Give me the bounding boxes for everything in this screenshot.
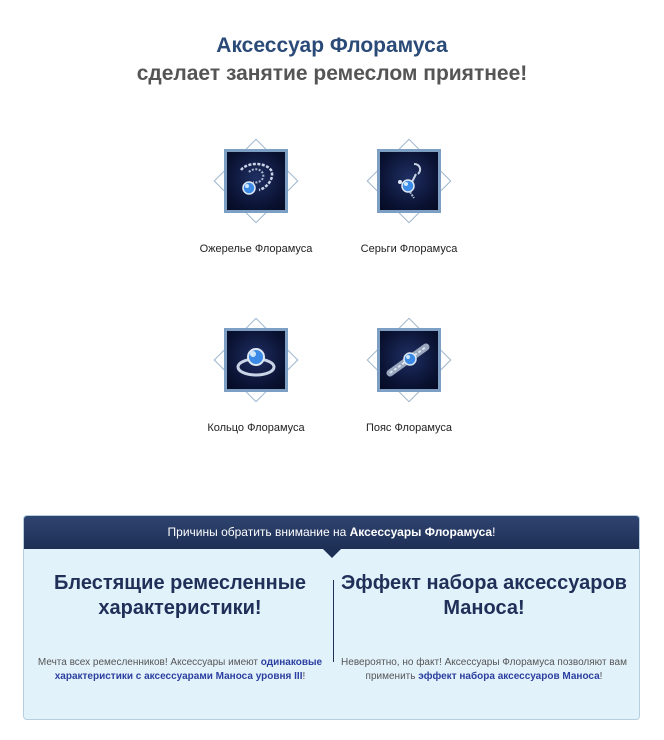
panel-header-prefix: Причины обратить внимание на xyxy=(167,525,350,539)
belt-icon xyxy=(377,328,441,392)
item-frame xyxy=(367,139,451,223)
reason-title: Блестящие ремесленные характеристики! xyxy=(54,572,306,619)
reason-text-highlight: эффект набора аксессуаров Маноса xyxy=(418,671,600,682)
reason-text-highlight: одинаковые характеристики с аксессуарами Маноса уровня III xyxy=(54,657,323,682)
item-earrings[interactable] xyxy=(309,139,509,255)
item-label: Ожерелье Флорамуса xyxy=(199,243,313,255)
reason-text-after: ! xyxy=(599,671,603,682)
reason-text-before: Мечта всех ремесленников! Аксессуары имеют xyxy=(37,657,261,668)
column-divider xyxy=(333,580,334,662)
reason-text-after: ! xyxy=(302,671,306,682)
reason-text xyxy=(338,656,630,684)
reason-text-before: Невероятно, но факт! Аксессуары Флорамуса позволяют вам применить xyxy=(341,657,627,682)
panel-header-bold: Аксессуары Флорамуса xyxy=(349,525,493,539)
necklace-icon xyxy=(224,149,288,213)
reason-title: Эффект набора аксессуаров Маноса! xyxy=(341,572,627,619)
reasons-panel xyxy=(23,515,640,720)
item-frame xyxy=(214,318,298,402)
reason-left xyxy=(34,571,326,684)
item-belt[interactable] xyxy=(309,318,509,434)
panel-header xyxy=(24,516,639,549)
item-label: Серьги Флорамуса xyxy=(360,243,458,255)
reason-right xyxy=(338,571,630,684)
page-subtitle: сделает занятие ремеслом приятнее! xyxy=(136,62,528,85)
reason-text xyxy=(34,656,326,684)
page-title: Аксессуар Флорамуса xyxy=(216,34,448,57)
earrings-icon xyxy=(377,149,441,213)
ring-icon xyxy=(224,328,288,392)
item-frame xyxy=(367,318,451,402)
item-label: Пояс Флорамуса xyxy=(365,422,453,434)
header-notch xyxy=(323,549,341,558)
panel-header-suffix: ! xyxy=(492,525,496,539)
item-frame xyxy=(214,139,298,223)
item-label: Кольцо Флорамуса xyxy=(207,422,305,434)
